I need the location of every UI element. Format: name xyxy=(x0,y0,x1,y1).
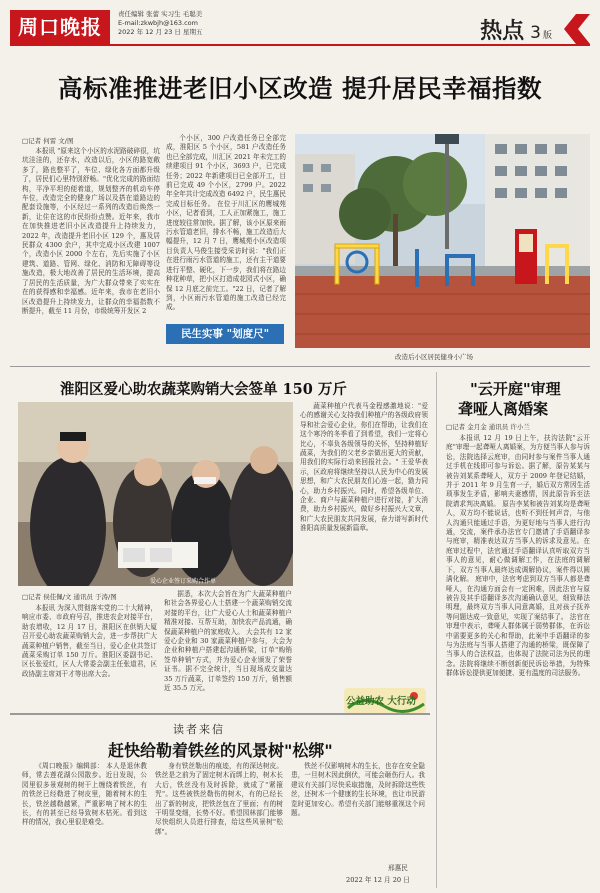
reader-column-3 xyxy=(291,762,425,858)
farm-photo-caption: 爱心企业签订采购合作单 xyxy=(150,578,217,585)
reader-col3-text: 铁丝不仅影响树木的生长，也存在安全隐患，一旦树木因此倒伏，可能会砸伤行人。我建议有关部门尽快采取措施，及时拆除这些铁丝，还树木一个健康的生长环境，也让市民游览时更加安心。希望有关部门能够重视这个问题。 xyxy=(291,762,425,818)
reader-col2-text: 身有铁丝勒出的痕迹，有的深达树皮。铁丝是之前为了固定树木而绑上的，树木长大后，铁丝没有及时拆除，就成了"紧箍咒"。这些被铁丝勒伤的树木，有的已经长出了新的树皮，把铁丝包在了里面；有的树干明显变细，长势不好。希望园林部门能够尽快组织人员进行排查，给这些风景树"松绑"。 xyxy=(155,762,283,836)
reader-column-2 xyxy=(155,762,283,886)
court-headline-line-2: 聋哑人离婚案 xyxy=(458,400,549,418)
farm-column-3 xyxy=(300,402,428,686)
reader-signature-date: 2022 年 12 月 20 日 xyxy=(346,876,410,884)
signing-ceremony-image xyxy=(18,402,293,586)
reader-signature: 邢惠民 xyxy=(388,864,408,872)
newspaper-logo: 周口晚报 xyxy=(10,10,110,44)
section-label xyxy=(480,14,552,45)
badge-line-2: 大行动 xyxy=(387,696,416,707)
farm-col3-text: 蔬菜种植户代表马金程感激地说："爱心的感谢关心支持我们种植户的各级政府领导和社会爱心企业，你们在帮助，让我们在这个寒冷的冬季看了到希望，我们一定将心比心，不辜负各级领导的关怀，坚持种植好蔬菜，为我们的父老乡亲做出更大的贡献，用我们的实际行动来回报社会。" 王爱华表示，区政府将继续坚持以人民为中心的发展思想，和广大农民朋友们心连一起，勠力同心，助力乡村振兴。同时，希望各级单位、企业、商户与蔬菜种植户进行对接，扩大消费，助力乡村振兴，做好乡村振兴大文章，和广大农民朋友共同发展，奋力谱写新时代淮阳高质量发展新篇章。 xyxy=(300,402,428,533)
lead-photo xyxy=(295,134,590,348)
court-body xyxy=(446,434,590,886)
reader-kicker: 读者来信 xyxy=(173,723,225,736)
farm-byline: □记者 侯佳佩/文 通讯员 于涛/图 xyxy=(22,593,117,601)
farm-col2-text: 据悉，本次大会旨在为广大蔬菜种植户和社会各界爱心人士搭建一个蔬菜购销交流对接的平台，让广大爱心人士和蔬菜种植户精准对接、互帮互助，加快农产品流通，确保蔬菜种植户的家庭收入。 大会共有 12 家爱心企业和 30 家蔬菜种植户参与，大会为企业和种植户搭建起沟通桥梁，订单"购销签单种销"方式，并为爱心企业颁发了荣誉证书。据不完全统计，当日现场成交量达 35 万斤蔬菜，订单签约 150 万斤，销售额近 35.5 万元。 xyxy=(164,590,292,693)
fitness-plaza-image xyxy=(295,134,590,348)
column-divider xyxy=(436,372,437,888)
section-chevron-icon xyxy=(560,14,590,44)
section-name: 热点 xyxy=(480,19,525,44)
lead-column-1 xyxy=(22,147,160,362)
lead-headline: 高标准推进老旧小区改造 提升居民幸福指数 xyxy=(57,74,543,103)
editor-email: E-mail:zkwbjh@163.com xyxy=(118,19,198,27)
reader-col1-text: 《周口晚报》编辑部： 本人是退休教师，常去莲花湖公园散步。近日发现，公园里很多景观树的树干上缠绕着铁丝，有的铁丝已经勒进了树皮里，随着树木的生长，铁丝越勒越紧，严重影响了树木的生长，有的甚至已经导致树木枯死。看到这样的情况，我心里很是难受。 xyxy=(22,762,147,827)
reader-title: 赶快给勒着铁丝的风景树"松绑" xyxy=(108,741,333,760)
lead-byline: □记者 何雷 文/图 xyxy=(22,137,74,145)
lead-col1-text: 本报讯 "原来这个小区的水泥路破碎很，坑坑洼洼的，还存水，改造以后，小区的路宽敞多了，路也整平了，车位、绿化各方面都升级了，居民们心里特别舒畅。"优化完成的路面结构，平净平坦的便着道，规划整齐的机动车停车位，改造完全的健身广场以及搭在道路边的配套设施等，小区经过一系列的改造后焕然一新，让住在这的市民纷纷点赞。近年来，我市在加快推进老旧小区改造提升上持续发力，2022 年，改造提升老旧小区 129 个，惠及居民群众 4300 余户，其中完成小区改建 1007 个，改造小区 2000 个左右，先后实施了小区建筑、道路、管网、绿化、消防和无障碍等设施改造，极大地改善了居民的生活环境，提高了居民的生活质量，为广大群众带来了实实在在的获得感和幸福感。近年来，我市在老旧小区改造提升上持续发力，让群众的幸福指数不断提升，截至 11 月份，市级统筹开发区 2 xyxy=(22,147,160,315)
farm-photo xyxy=(18,402,293,586)
issue-date: 2022 年 12 月 23 日 星期五 xyxy=(118,28,203,36)
court-body-text: 本报讯 12 月 19 日上午，扶沟法院"云开庭"审理一起聋哑人离婚案，为方便当事人参与诉讼，法院选择云庭审，由同时参与案件当事人通过手机在线即可参与诉讼。据了解，原告某某与被告刘某系聋哑人，双方于 2009 年登记结婚，并于 2011 年 9 月生育一子，婚后双方常因生活琐事发生矛盾，影响夫妻感情，因此原告诉至法院请求判决离婚。 原告李某和被告刘某均是聋哑人，双方均不能说话，也听不到任何声音，与他人沟通只能通过手语，为更好地与当事人进行沟通，交流，案件承办法官专门邀请了手语翻译参与庭审，精准表达双方当事人的诉求及意见。在庭审过程中，法官通过手语翻译认真听取双方当事人的意见，耐心做调解工作，在法庭的调解下，双方当事人最终达成调解协议，案件得以圆满化解。 庭审中，法官考虑到双方当事人都是聋哑人，在沟通方面会有一定困难，因此法官与原被告及其手语翻译多次沟通确认意见，细致释法明理，最终双方当事人同意离婚，且对孩子抚养等问题达成一致意见，实现了案结事了。 法官在审理中表示，聋哑人群体属于弱势群体，在诉讼中需要更多的关心和帮助，此案中手语翻译的参与为法庭与当事人搭建了沟通的桥梁，既保障了当事人的合法权益，也体现了法院司法为民的理念。法院将继续不断创新便民诉讼举措，为特殊群体诉讼提供更加便捷、更有温度的司法服务。 xyxy=(446,434,590,678)
editors-line: 责任编辑 张蕾 实习生 毛聪美 xyxy=(118,10,203,18)
public-welfare-badge-text xyxy=(346,693,416,707)
farm-column-2 xyxy=(164,590,292,708)
editor-info xyxy=(118,10,202,37)
masthead-rule xyxy=(10,44,590,46)
masthead xyxy=(10,8,590,66)
farm-column-1 xyxy=(22,604,157,708)
court-byline: □记者 金月金 通讯员 许小兰 xyxy=(446,423,530,431)
section-divider xyxy=(10,366,590,367)
lead-photo-caption: 改造后小区居民健身小广场 xyxy=(395,353,473,361)
livelihood-tag: 民生实事 "划度尺" xyxy=(166,324,284,344)
lead-col2-text: 个小区，300 户改造任务已全部完成，淮阳区 5 个小区，581 户改造任务也已全部完成，川汇区 2021 年未完工的续建项目 91 个小区，3693 户，已完成任务；2022 年新建项目已全部开工，目前已完成 49 个小区，2799 户。2022 年全年共计完成改造 6492 户，民生惠民完成目标任务。 在位于川汇区的鹰城苑小区，记者看到，工人正加紧施工，施工进度较往常加快。据了解，该小区原来雨污水管道老旧，排水不畅，施工改造后大幅提升，12 月 7 日，鹰城苑小区改造项目负责人马俊生接受采访时说："我们正在进行雨污水管道的施工，还有主干道要进行平整、硬化，下一步，我们将在路边种花种草，把小区打造成花园式小区，确保 12 月底之前完工。"22 日，记者了解到，小区雨污水管道的施工改造已经完成。 xyxy=(166,134,286,312)
page-unit: 版 xyxy=(542,31,552,41)
farm-headline: 淮阳区爱心助农蔬菜购销大会签单 150 万斤 xyxy=(60,381,347,398)
court-headline-line-1: "云开庭"审理 xyxy=(470,380,561,398)
farm-col1-text: 本报讯 为深入贯彻落实党的二十大精神，响应市委、市政府号召，推进农企对接平台，助农增收，12 月 17 日，淮阳区在供销大厦召开爱心助农蔬菜购销大会，进一步帮扶广大蔬菜种植户销售，截至当日，爱心企业共签订蔬菜采购订单 150 万斤。淮阳区委副书记、区长张爱红，区人大常委会副主任张道君，区政协副主席刘干才等出席大会。 xyxy=(22,604,157,678)
lead-column-2 xyxy=(166,134,286,320)
reader-column-1 xyxy=(22,762,147,886)
badge-line-1: 公益助农 xyxy=(346,696,385,707)
page-number: 3 xyxy=(530,23,541,43)
